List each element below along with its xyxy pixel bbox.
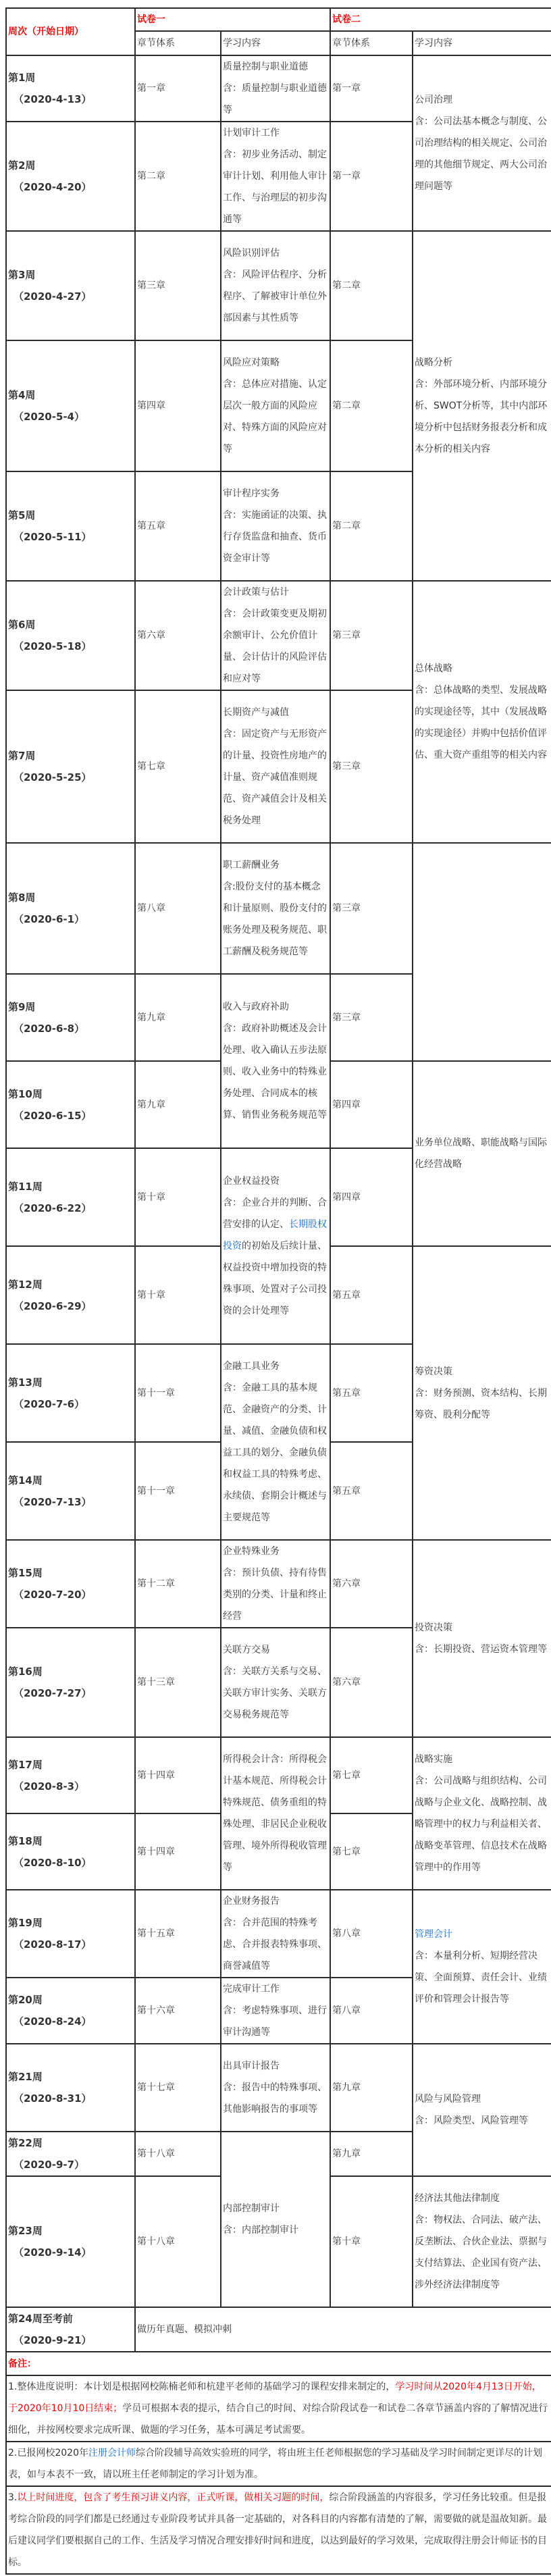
week-cell: 第7周 （2020-5-25） bbox=[6, 690, 135, 843]
paper2-chapter: 第七章 bbox=[330, 1813, 413, 1890]
week-cell: 第11周 （2020-6-22） bbox=[6, 1148, 135, 1246]
paper1-content: 收入与政府补助 含：政府补助概述及会计处理、收入确认五步法原则、收入业务中的特殊业务处理、合同成本的核算、销售业务税务规范等 bbox=[221, 974, 330, 1148]
study-plan-table bbox=[5, 7, 551, 2575]
week-cell: 第21周 （2020-8-31） bbox=[6, 2044, 135, 2132]
week-cell: 第22周 （2020-9-7） bbox=[6, 2132, 135, 2176]
paper2-chapter: 第八章 bbox=[330, 1890, 413, 1978]
paper1-content: 企业特殊业务 含：预计负债、持有待售类别的分类、计量和终止经营 bbox=[221, 1540, 330, 1628]
paper1-content: 关联方交易 含：关联方关系与交易、关联方审计实务、关联方交易税务规范等 bbox=[221, 1628, 330, 1737]
paper2-chapter: 第九章 bbox=[330, 2132, 413, 2176]
paper1-chapter: 第十八章 bbox=[135, 2132, 221, 2176]
week-cell: 第23周 （2020-9-14） bbox=[6, 2176, 135, 2307]
paper1-chapter: 第九章 bbox=[135, 1061, 221, 1148]
note-1: 1.整体进度说明：本计划是根据网校陈楠老师和杭建平老师的基础学习的课程安排来制定的，学习时间从2020年4月13日开始，于2020年10月10日结束；学员可根据本表的提示，结合自己的时间、对综合阶段试卷一和试卷二各章节涵盖内容的了解情况进行细化，并按网校要求完成听课、做题的学习任务，基本可满足考试需要。 bbox=[6, 2375, 551, 2442]
paper1-header: 试卷一 bbox=[135, 8, 330, 31]
week-cell: 第12周 （2020-6-29） bbox=[6, 1246, 135, 1344]
paper2-chapter: 第六章 bbox=[330, 1540, 413, 1628]
cpa-link[interactable]: 注册会计师 bbox=[88, 2448, 136, 2458]
notes-title: 备注： bbox=[6, 2352, 551, 2375]
table-row bbox=[6, 231, 551, 340]
week-cell: 第5周 （2020-5-11） bbox=[6, 471, 135, 581]
week-cell: 第19周 （2020-8-17） bbox=[6, 1890, 135, 1978]
paper1-chapter: 第十五章 bbox=[135, 1890, 221, 1978]
paper1-chapter: 第十一章 bbox=[135, 1344, 221, 1442]
note-2: 2.已报网校2020年注册会计师综合阶段辅导高效实验班的同学，将由班主任老师根据您的学习基础及学习时间制定更详尽的计划表，如与本表不一致，请以班主任老师制定的学习计划为准。 bbox=[6, 2442, 551, 2486]
paper1-chapter: 第十六章 bbox=[135, 1978, 221, 2044]
paper1-chapter: 第十章 bbox=[135, 1246, 221, 1344]
final-content: 做历年真题、模拟冲刺 bbox=[135, 2307, 551, 2352]
paper2-content: 总体战略 含：总体战略的类型、发展战略的实现途径等，其中（发展战略的实现途径）并购中包括价值评估、重大资产重组等的相关内容 bbox=[413, 581, 551, 843]
paper1-chapter: 第十八章 bbox=[135, 2176, 221, 2307]
paper2-content: 管理会计 含：本量利分析、短期经营决策、全面预算、责任会计、业绩评价和管理会计报告等 bbox=[413, 1890, 551, 2044]
paper2-chapter: 第五章 bbox=[330, 1442, 413, 1540]
table-row bbox=[6, 843, 551, 974]
paper2-chapter: 第三章 bbox=[330, 974, 413, 1061]
paper1-chapter: 第八章 bbox=[135, 843, 221, 974]
week-cell: 第17周 （2020-8-3） bbox=[6, 1737, 135, 1813]
paper2-content: 风险与风险管理 含：风险类型、风险管理等 bbox=[413, 2044, 551, 2176]
week-cell: 第24周至考前 （2020-9-21） bbox=[6, 2307, 135, 2352]
paper2-content: 战略实施 含：公司战略与组织结构、公司战略与企业文化、战略控制、战略管理中的权力与利益相关者、战略变革管理、信息技术在战略管理中的作用等 bbox=[413, 1737, 551, 1890]
paper1-chapter-header: 章节体系 bbox=[135, 31, 221, 55]
paper2-chapter: 第九章 bbox=[330, 2044, 413, 2132]
paper1-content: 审计程序实务 含：实施函证的决策、执行存货监盘和抽查、货币资金审计等 bbox=[221, 471, 330, 581]
table-row bbox=[6, 2307, 551, 2352]
paper1-chapter: 第二章 bbox=[135, 122, 221, 231]
paper1-content: 内部控制审计 含：内部控制审计 bbox=[221, 2132, 330, 2307]
paper2-chapter: 第一章 bbox=[330, 55, 413, 122]
week-cell: 第20周 （2020-8-24） bbox=[6, 1978, 135, 2044]
paper1-content: 金融工具业务 含：金融工具的基本规范、金融资产的分类、计量、减值、金融负债和权益工具的划分、金融负债和权益工具的特殊考虑、永续债、套期会计概述与主要规范等 bbox=[221, 1344, 330, 1540]
paper1-chapter: 第十四章 bbox=[135, 1813, 221, 1890]
long-term-equity-investment-link[interactable]: 长期股权投资 bbox=[223, 1219, 327, 1252]
paper2-chapter: 第二章 bbox=[330, 340, 413, 471]
paper1-chapter: 第五章 bbox=[135, 471, 221, 581]
paper2-chapter-header: 章节体系 bbox=[330, 31, 413, 55]
week-cell: 第18周 （2020-8-10） bbox=[6, 1813, 135, 1890]
paper1-content: 职工薪酬业务 含:股份支付的基本概念和计量原则、股份支付的账务处理及税务规范、职工薪酬及税务规范等 bbox=[221, 843, 330, 974]
paper2-content: 公司治理 含：公司法基本概念与制度、公司治理结构的相关规定、公司治理的其他细节规定、两大公司治理问题等 bbox=[413, 55, 551, 231]
paper2-content: 投资决策 含：长期投资、营运资本管理等 bbox=[413, 1540, 551, 1737]
paper2-content-header: 学习内容 bbox=[413, 31, 551, 55]
week-cell: 第2周 （2020-4-20） bbox=[6, 122, 135, 231]
week-cell: 第10周 （2020-6-15） bbox=[6, 1061, 135, 1148]
paper1-chapter: 第十章 bbox=[135, 1148, 221, 1246]
paper1-chapter: 第十二章 bbox=[135, 1540, 221, 1628]
management-accounting-link[interactable]: 管理会计 bbox=[415, 1929, 452, 1940]
paper2-chapter: 第五章 bbox=[330, 1344, 413, 1442]
paper2-header: 试卷二 bbox=[330, 8, 551, 31]
table-row bbox=[6, 55, 551, 122]
paper1-content: 企业财务报告 含：合并范围的特殊考虑、合并报表特殊事项、商誉减值等 bbox=[221, 1890, 330, 1978]
week-cell: 第6周 （2020-5-18） bbox=[6, 581, 135, 690]
week-cell: 第13周 （2020-7-6） bbox=[6, 1344, 135, 1442]
table-row bbox=[6, 1890, 551, 1978]
paper2-chapter: 第七章 bbox=[330, 1737, 413, 1813]
note-3: 3.以上时间进度，包含了考生预习讲义内容，正式听课，做相关习题的时间，综合阶段涵盖的内容很多，学习任务比较重。但是报考综合阶段的同学们都是已经通过专业阶段考试并具备一定基础的，对各科目的内容都有清楚的了解，需要做的就是温故知新。最后建议同学们要根据自己的工作、生活及学习情况合理安排好时间和进度，以达到最好的学习效果，完成取得注册会计师证书的目标。 bbox=[6, 2486, 551, 2574]
week-cell: 第1周 （2020-4-13） bbox=[6, 55, 135, 122]
paper1-content: 企业权益投资 含：企业合并的判断、合营安排的认定、长期股权投资的初始及后续计量、权益投资中增加投资的特殊事项、处置对子公司投资的会计处理等 bbox=[221, 1148, 330, 1344]
table-row bbox=[6, 581, 551, 690]
paper2-chapter: 第十章 bbox=[330, 2176, 413, 2307]
paper2-content: 经济法其他法律制度 含：物权法、合同法、破产法、反垄断法、合伙企业法、票据与支付结算法、企业国有资产法、涉外经济法律制度等 bbox=[413, 2176, 551, 2307]
paper2-chapter: 第八章 bbox=[330, 1978, 413, 2044]
paper1-content: 出具审计报告 含：报告中的特殊事项、其他影响报告的事项等 bbox=[221, 2044, 330, 2132]
week-cell: 第15周 （2020-7-20） bbox=[6, 1540, 135, 1628]
paper1-content: 质量控制与职业道德 含：质量控制与职业道德等 bbox=[221, 55, 330, 122]
paper1-chapter: 第十一章 bbox=[135, 1442, 221, 1540]
paper1-chapter: 第七章 bbox=[135, 690, 221, 843]
table-row bbox=[6, 1540, 551, 1628]
paper1-chapter: 第一章 bbox=[135, 55, 221, 122]
paper1-content-header: 学习内容 bbox=[221, 31, 330, 55]
paper2-chapter: 第六章 bbox=[330, 1628, 413, 1737]
table-row bbox=[6, 1737, 551, 1813]
paper1-chapter: 第九章 bbox=[135, 974, 221, 1061]
paper2-content-empty bbox=[413, 843, 551, 1061]
paper1-chapter: 第六章 bbox=[135, 581, 221, 690]
paper1-content: 所得税会计含：所得税会计基本规范、所得税会计特殊规范、债务重组的特殊处理、非居民企业税收管理、境外所得税收管理等 bbox=[221, 1737, 330, 1890]
paper2-chapter: 第三章 bbox=[330, 843, 413, 974]
week-cell: 第4周 （2020-5-4） bbox=[6, 340, 135, 471]
week-cell: 第16周 （2020-7-27） bbox=[6, 1628, 135, 1737]
paper2-content: 筹资决策 含：财务预测、资本结构、长期筹资、股利分配等 bbox=[413, 1246, 551, 1540]
paper1-content: 计划审计工作 含：初步业务活动、制定审计计划、利用他人审计工作、与治理层的初步沟通等 bbox=[221, 122, 330, 231]
paper2-content: 业务单位战略、职能战略与国际化经营战略 bbox=[413, 1061, 551, 1246]
week-cell: 第9周 （2020-6-8） bbox=[6, 974, 135, 1061]
paper1-chapter: 第十七章 bbox=[135, 2044, 221, 2132]
paper2-chapter: 第三章 bbox=[330, 581, 413, 690]
paper1-content: 长期资产与减值 含：固定资产与无形资产的计量、投资性房地产的计量、资产减值准则规范、资产减值会计及相关税务处理 bbox=[221, 690, 330, 843]
paper1-chapter: 第十四章 bbox=[135, 1737, 221, 1813]
paper2-chapter: 第四章 bbox=[330, 1061, 413, 1148]
paper1-content: 会计政策与估计 含：会计政策变更及期初余额审计、公允价值计量、会计估计的风险评估和应对等 bbox=[221, 581, 330, 690]
paper1-chapter: 第十三章 bbox=[135, 1628, 221, 1737]
week-cell: 第3周 （2020-4-27） bbox=[6, 231, 135, 340]
paper2-chapter: 第二章 bbox=[330, 231, 413, 340]
week-cell: 第8周 （2020-6-1） bbox=[6, 843, 135, 974]
paper1-content: 风险应对策略 含：总体应对措施、认定层次一般方面的风险应对、特殊方面的风险应对等 bbox=[221, 340, 330, 471]
paper2-chapter: 第二章 bbox=[330, 471, 413, 581]
paper2-chapter: 第五章 bbox=[330, 1246, 413, 1344]
week-cell: 第14周 （2020-7-13） bbox=[6, 1442, 135, 1540]
paper1-content: 风险识别评估 含：风险评估程序、分析程序、了解被审计单位外部因素与其性质等 bbox=[221, 231, 330, 340]
table-row bbox=[6, 2044, 551, 2132]
paper1-chapter: 第四章 bbox=[135, 340, 221, 471]
paper2-chapter: 第一章 bbox=[330, 122, 413, 231]
paper2-chapter: 第三章 bbox=[330, 690, 413, 843]
paper1-content: 完成审计工作 含：考虑特殊事项、进行审计沟通等 bbox=[221, 1978, 330, 2044]
paper2-chapter: 第四章 bbox=[330, 1148, 413, 1246]
week-column-header: 周次（开始日期） bbox=[6, 8, 135, 55]
paper2-content: 战略分析 含：外部环境分析、内部环境分析、SWOT分析等，其中内部环境分析中包括财务报表分析和成本分析的相关内容 bbox=[413, 231, 551, 581]
paper1-chapter: 第三章 bbox=[135, 231, 221, 340]
